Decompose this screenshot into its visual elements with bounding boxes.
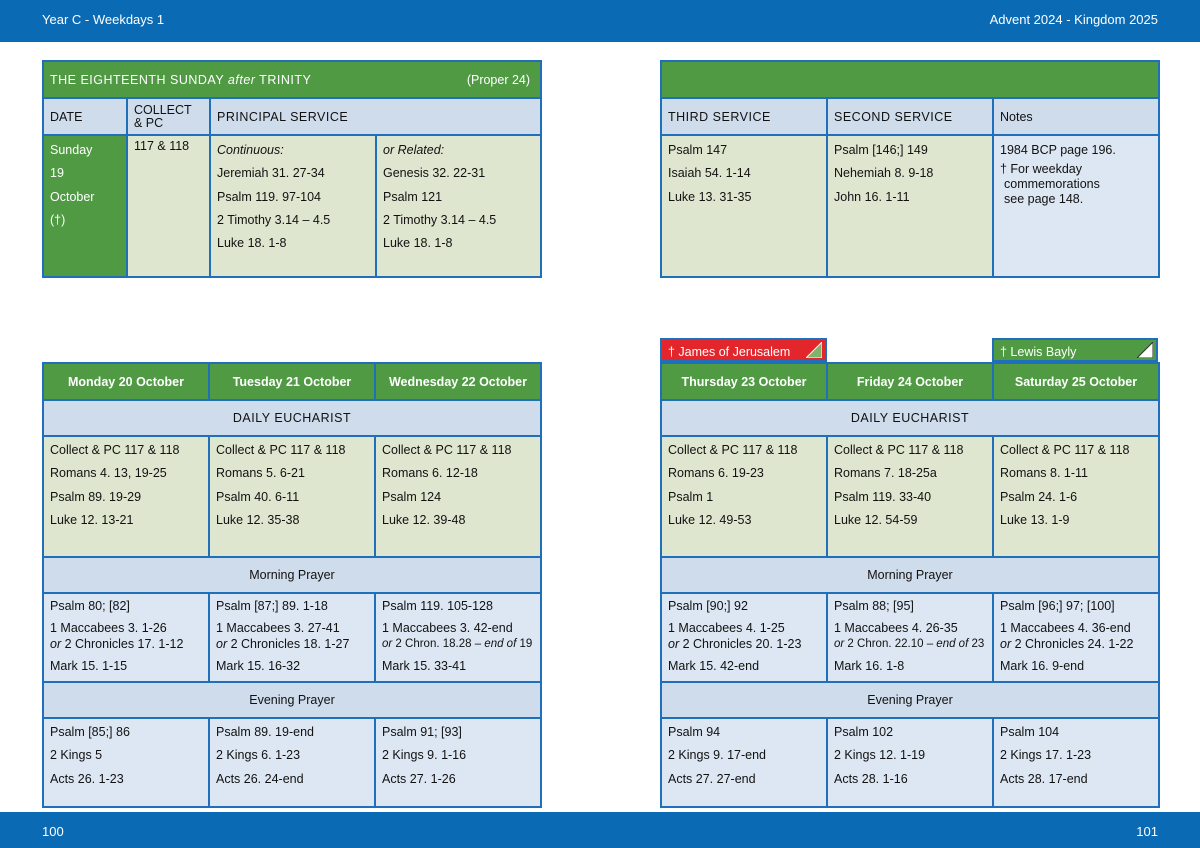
top-header-band — [0, 0, 1200, 42]
commemoration-tag-thursday: † James of Jerusalem — [660, 338, 827, 362]
third-service-header: THIRD SERVICE — [661, 98, 827, 135]
evening-prayer-readings: Psalm 89. 19-end 2 Kings 6. 1-23 Acts 26. 24-end — [209, 718, 375, 807]
eucharist-readings: Collect & PC 117 & 118 Romans 6. 19-23 Psalm 1 Luke 12. 49-53 — [661, 436, 827, 557]
morning-prayer-readings: Psalm [90;] 92 1 Maccabees 4. 1-25 or 2 Chronicles 20. 1-23 Mark 15. 42-end — [661, 593, 827, 682]
year-label: Year C - Weekdays 1 — [42, 12, 165, 27]
morning-prayer-label: Morning Prayer — [661, 557, 1159, 593]
weekday-table-left — [42, 362, 542, 808]
day-header: Wednesday 22 October — [375, 363, 541, 400]
page-number-right: 101 — [1136, 824, 1158, 839]
notes-cell: 1984 BCP page 196. † For weekday commemorations see page 148. — [993, 135, 1159, 277]
evening-prayer-readings: Psalm [85;] 86 2 Kings 5 Acts 26. 1-23 — [43, 718, 209, 807]
day-header: Tuesday 21 October — [209, 363, 375, 400]
eucharist-readings: Collect & PC 117 & 118 Romans 8. 1-11 Psalm 24. 1-6 Luke 13. 1-9 — [993, 436, 1159, 557]
related-readings: or Related: Genesis 32. 22-31 Psalm 121 2 Timothy 3.14 – 4.5 Luke 18. 1-8 — [376, 135, 541, 277]
sunday-title: THE EIGHTEENTH SUNDAY after TRINITY — [50, 72, 312, 87]
notes-header: Notes — [993, 98, 1159, 135]
eucharist-readings: Collect & PC 117 & 118 Romans 5. 6-21 Psalm 40. 6-11 Luke 12. 35-38 — [209, 436, 375, 557]
morning-prayer-readings: Psalm 80; [82] 1 Maccabees 3. 1-26 or 2 Chronicles 17. 1-12 Mark 15. 1-15 — [43, 593, 209, 682]
evening-prayer-readings: Psalm 91; [93] 2 Kings 9. 1-16 Acts 27. 1-26 — [375, 718, 541, 807]
eucharist-readings: Collect & PC 117 & 118 Romans 4. 13, 19-25 Psalm 89. 19-29 Luke 12. 13-21 — [43, 436, 209, 557]
page-number-left: 100 — [42, 824, 64, 839]
collect-column-header: COLLECT & PC — [127, 98, 210, 135]
page-corner-icon — [1137, 342, 1153, 358]
date-column-header: DATE — [43, 98, 127, 135]
season-label: Advent 2024 - Kingdom 2025 — [989, 12, 1158, 27]
day-header: Friday 24 October — [827, 363, 993, 400]
continuous-readings: Continuous: Jeremiah 31. 27-34 Psalm 119. 97-104 2 Timothy 3.14 – 4.5 Luke 18. 1-8 — [210, 135, 376, 277]
page-footer-band — [0, 812, 1200, 848]
evening-prayer-readings: Psalm 94 2 Kings 9. 17-end Acts 27. 27-end — [661, 718, 827, 807]
sunday-title-cell — [43, 61, 541, 98]
day-header: Saturday 25 October — [993, 363, 1159, 400]
eucharist-readings: Collect & PC 117 & 118 Romans 6. 12-18 Psalm 124 Luke 12. 39-48 — [375, 436, 541, 557]
morning-prayer-readings: Psalm 119. 105-128 1 Maccabees 3. 42-end or 2 Chron. 18.28 – end of 19 Mark 15. 33-41 — [375, 593, 541, 682]
eucharist-readings: Collect & PC 117 & 118 Romans 7. 18-25a Psalm 119. 33-40 Luke 12. 54-59 — [827, 436, 993, 557]
sunday-other-services-table — [660, 60, 1160, 278]
morning-prayer-label: Morning Prayer — [43, 557, 541, 593]
third-service-readings: Psalm 147 Isaiah 54. 1-14 Luke 13. 31-35 — [661, 135, 827, 277]
proper-label: (Proper 24) — [466, 73, 531, 87]
sunday-collect-cell: 117 & 118 — [127, 135, 210, 277]
day-header: Thursday 23 October — [661, 363, 827, 400]
page-corner-icon — [806, 342, 822, 358]
second-service-readings: Psalm [146;] 149 Nehemiah 8. 9-18 John 16. 1-11 — [827, 135, 993, 277]
daily-eucharist-label: DAILY EUCHARIST — [43, 400, 541, 436]
evening-prayer-label: Evening Prayer — [43, 682, 541, 718]
second-service-header: SECOND SERVICE — [827, 98, 993, 135]
principal-service-header: PRINCIPAL SERVICE — [210, 98, 541, 135]
morning-prayer-readings: Psalm [96;] 97; [100] 1 Maccabees 4. 36-end or 2 Chronicles 24. 1-22 Mark 16. 9-end — [993, 593, 1159, 682]
day-header: Monday 20 October — [43, 363, 209, 400]
sunday-date-cell: Sunday 19 October (†) — [43, 135, 127, 277]
commemoration-tag-saturday: † Lewis Bayly — [992, 338, 1158, 362]
daily-eucharist-label: DAILY EUCHARIST — [661, 400, 1159, 436]
morning-prayer-readings: Psalm 88; [95] 1 Maccabees 4. 26-35 or 2 Chron. 22.10 – end of 23 Mark 16. 1-8 — [827, 593, 993, 682]
evening-prayer-readings: Psalm 104 2 Kings 17. 1-23 Acts 28. 17-end — [993, 718, 1159, 807]
weekday-table-right — [660, 362, 1160, 808]
morning-prayer-readings: Psalm [87;] 89. 1-18 1 Maccabees 3. 27-41 or 2 Chronicles 18. 1-27 Mark 15. 16-32 — [209, 593, 375, 682]
evening-prayer-readings: Psalm 102 2 Kings 12. 1-19 Acts 28. 1-16 — [827, 718, 993, 807]
sunday-title-continuation — [661, 61, 1159, 98]
sunday-principal-table — [42, 60, 542, 278]
evening-prayer-label: Evening Prayer — [661, 682, 1159, 718]
